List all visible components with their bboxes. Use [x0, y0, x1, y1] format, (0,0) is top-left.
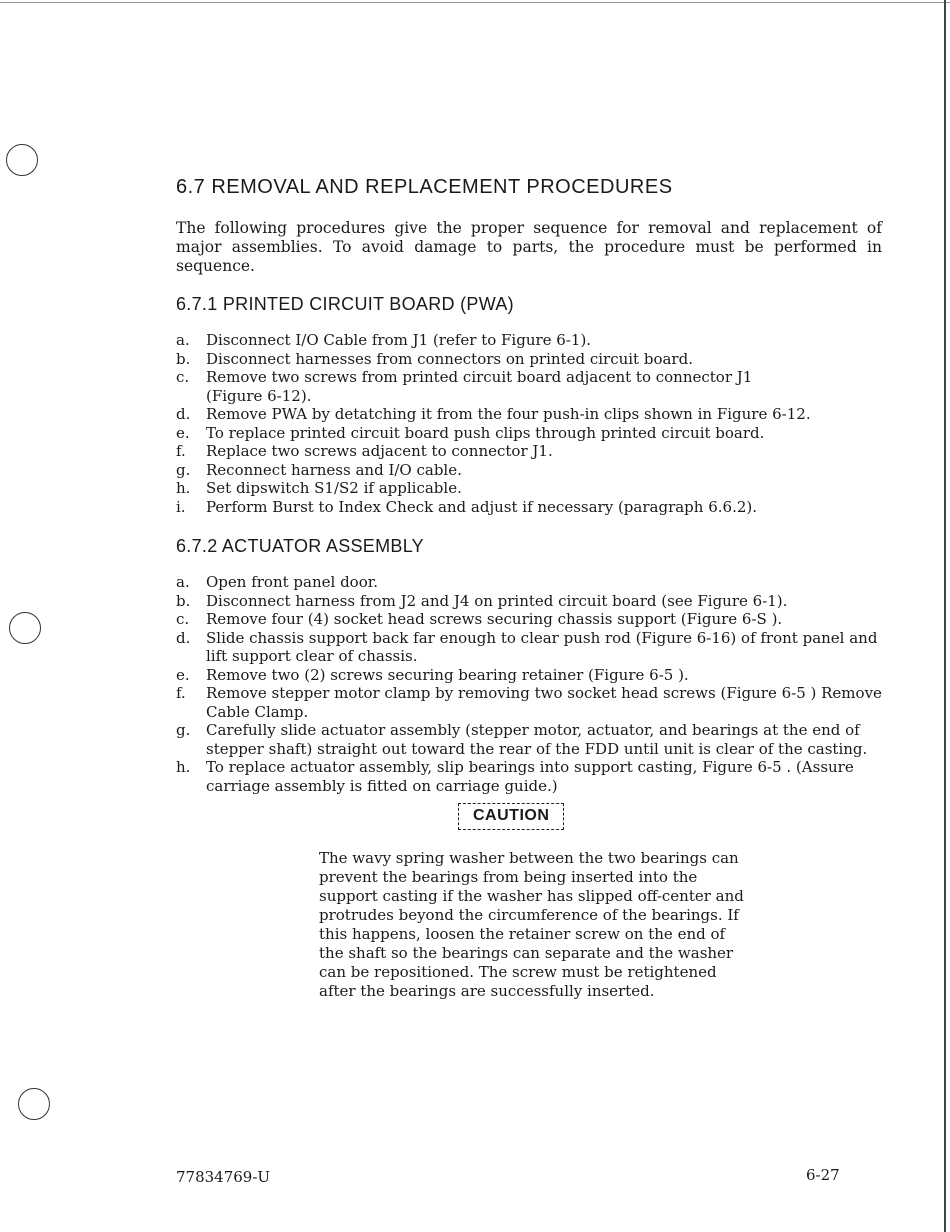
pwa-title: 6.7.1 PRINTED CIRCUIT BOARD (PWA)	[176, 294, 514, 314]
list-item	[176, 442, 888, 461]
item-text: Remove two (2) screws securing bearing retainer (Figure 6-5 ).	[206, 665, 689, 684]
document-number: 77834769-U	[176, 1168, 271, 1186]
item-text: Perform Burst to Index Check and adjust if necessary (paragraph 6.6.2).	[206, 497, 758, 516]
list-item	[176, 350, 888, 369]
item-label: g.	[176, 460, 191, 479]
item-text: Disconnect harnesses from connectors on printed circuit board.	[206, 349, 693, 368]
item-text: Open front panel door.	[206, 573, 379, 591]
item-label: c.	[176, 368, 190, 386]
item-label: a.	[176, 573, 190, 591]
item-label: b.	[176, 591, 191, 610]
item-label: d.	[176, 628, 191, 647]
item-text: Disconnect I/O Cable from J1 (refer to Figure 6-1).	[206, 331, 592, 349]
binder-hole-middle	[9, 612, 41, 644]
caution-header	[176, 803, 888, 834]
binder-hole-top	[6, 144, 38, 176]
item-text: Slide chassis support back far enough to clear push rod (Figure 6-16) of front panel and lift support clear of chassis.	[206, 628, 878, 665]
item-label: e.	[176, 665, 190, 684]
item-text: Remove two screws from printed circuit board adjacent to connector J1 (Figure 6-12).	[206, 368, 753, 405]
list-item	[176, 424, 888, 443]
list-item	[176, 479, 888, 498]
list-item	[176, 666, 888, 685]
item-text: Carefully slide actuator assembly (stepper motor, actuator, and bearings at the end of stepper shaft) straight out toward the rear of the FDD until unit is clear of the casting.	[206, 721, 868, 758]
list-item	[176, 610, 888, 629]
item-text: Remove PWA by detatching it from the four push-in clips shown in Figure 6-12.	[206, 405, 811, 423]
list-item	[176, 592, 888, 611]
item-label: b.	[176, 349, 191, 368]
item-text: Replace two screws adjacent to connector J1.	[206, 442, 553, 460]
list-item	[176, 573, 888, 592]
item-label: h.	[176, 479, 191, 497]
list-item	[176, 368, 888, 405]
list-item	[176, 498, 888, 517]
item-label: g.	[176, 721, 191, 739]
item-text: To replace printed circuit board push clips through printed circuit board.	[206, 423, 765, 442]
caution-text: The wavy spring washer between the two bearings can prevent the bearings from being inserted into the support casting if the washer has slipped off-center and protrudes beyond the circumference of the bearings. If this happens, loosen the retainer screw on the end of the shaft so the bearings can separate and the washer can be repositioned. The screw must be retightened after the bearings are successfully inserted.	[319, 849, 744, 1000]
item-text: Remove stepper motor clamp by removing two socket head screws (Figure 6-5 ) Remove Cable Clamp.	[206, 684, 882, 721]
caution-badge: CAUTION	[458, 803, 564, 830]
list-item	[176, 758, 888, 795]
actuator-title: 6.7.2 ACTUATOR ASSEMBLY	[176, 536, 424, 556]
item-label: i.	[176, 497, 186, 516]
list-item	[176, 629, 888, 666]
item-label: h.	[176, 758, 191, 776]
list-item	[176, 331, 888, 350]
list-item	[176, 721, 888, 758]
binder-hole-bottom	[18, 1088, 50, 1120]
item-text: Remove four (4) socket head screws securing chassis support (Figure 6-S ).	[206, 610, 783, 628]
item-label: f.	[176, 442, 186, 460]
page-content	[176, 176, 888, 1016]
page-number: 6-27	[806, 1166, 840, 1184]
list-item	[176, 684, 888, 721]
item-label: a.	[176, 331, 190, 349]
item-text: Reconnect harness and I/O cable.	[206, 460, 462, 479]
list-item	[176, 461, 888, 480]
top-edge-line	[0, 2, 950, 3]
pwa-steps	[176, 331, 888, 516]
item-label: c.	[176, 610, 190, 628]
actuator-steps	[176, 573, 888, 795]
item-label: d.	[176, 405, 191, 423]
item-label: e.	[176, 423, 190, 442]
right-edge-line	[944, 0, 946, 1232]
item-text: To replace actuator assembly, slip bearings into support casting, Figure 6-5 . (Assure carriage assembly is fitted on carriage guide.)	[206, 758, 854, 795]
item-label: f.	[176, 684, 186, 702]
section-intro: The following procedures give the proper sequence for removal and replacement of major assemblies. To avoid damage to parts, the procedure must be performed in sequence.	[176, 219, 882, 275]
item-text: Disconnect harness from J2 and J4 on printed circuit board (see Figure 6-1).	[206, 591, 788, 610]
list-item	[176, 405, 888, 424]
item-text: Set dipswitch S1/S2 if applicable.	[206, 479, 462, 497]
section-title: 6.7 REMOVAL AND REPLACEMENT PROCEDURES	[176, 176, 673, 198]
